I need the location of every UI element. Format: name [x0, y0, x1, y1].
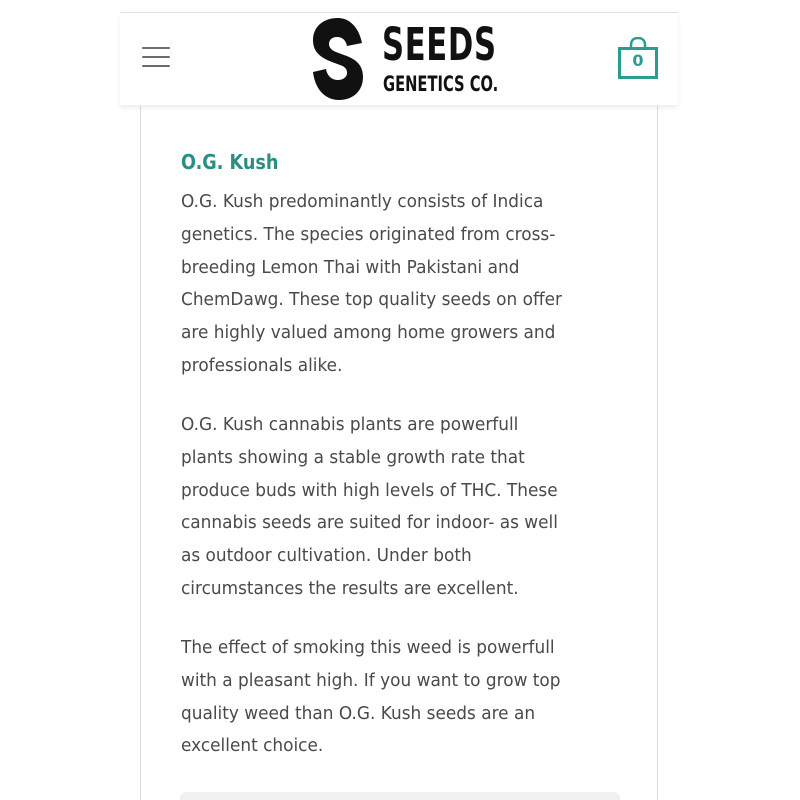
- text-line: O.G. Kush predominantly consists of Indica: [181, 191, 544, 212]
- site-header: [120, 13, 678, 105]
- text-line: quality weed than O.G. Kush seeds are an: [181, 702, 536, 724]
- logo-s-mark-icon: [312, 18, 364, 100]
- text-line: ChemDawg. These top quality seeds on offer: [181, 289, 563, 311]
- text-line: plants showing a stable growth rate that: [181, 446, 525, 468]
- description-paragraph-1: [181, 186, 626, 383]
- menu-button[interactable]: [142, 47, 170, 69]
- description-paragraph-2: [181, 409, 626, 606]
- text-line: as outdoor cultivation. Under both: [181, 545, 472, 567]
- text-line: with a pleasant high. If you want to grow top: [181, 669, 561, 691]
- text-line: produce buds with high levels of THC. These: [181, 479, 558, 501]
- text-line: circumstances the results are excellent.: [181, 577, 519, 599]
- text-line: are highly valued among home growers and: [181, 322, 556, 344]
- text-line: genetics. The species originated from cross-: [181, 223, 556, 245]
- product-description-panel: [140, 106, 658, 800]
- next-section-edge: [180, 792, 620, 800]
- cart-count-badge: 0: [632, 51, 644, 70]
- logo-wordmark-primary: SEEDS: [382, 18, 497, 71]
- hamburger-menu-icon: [142, 47, 170, 49]
- text-line: The effect of smoking this weed is powerfull: [181, 637, 555, 658]
- hamburger-menu-icon: [142, 65, 170, 67]
- site-logo[interactable]: [312, 18, 499, 100]
- product-title: O.G. Kush: [181, 150, 279, 174]
- description-paragraph-3: [181, 632, 626, 763]
- cart-button[interactable]: [618, 37, 658, 79]
- logo-wordmark-secondary: GENETICS CO.: [383, 72, 499, 96]
- text-line: professionals alike.: [181, 354, 343, 376]
- hamburger-menu-icon: [142, 56, 170, 58]
- text-line: excellent choice.: [181, 735, 324, 757]
- text-line: cannabis seeds are suited for indoor- as well: [181, 512, 558, 534]
- text-line: O.G. Kush cannabis plants are powerfull: [181, 414, 519, 435]
- text-line: breeding Lemon Thai with Pakistani and: [181, 256, 520, 278]
